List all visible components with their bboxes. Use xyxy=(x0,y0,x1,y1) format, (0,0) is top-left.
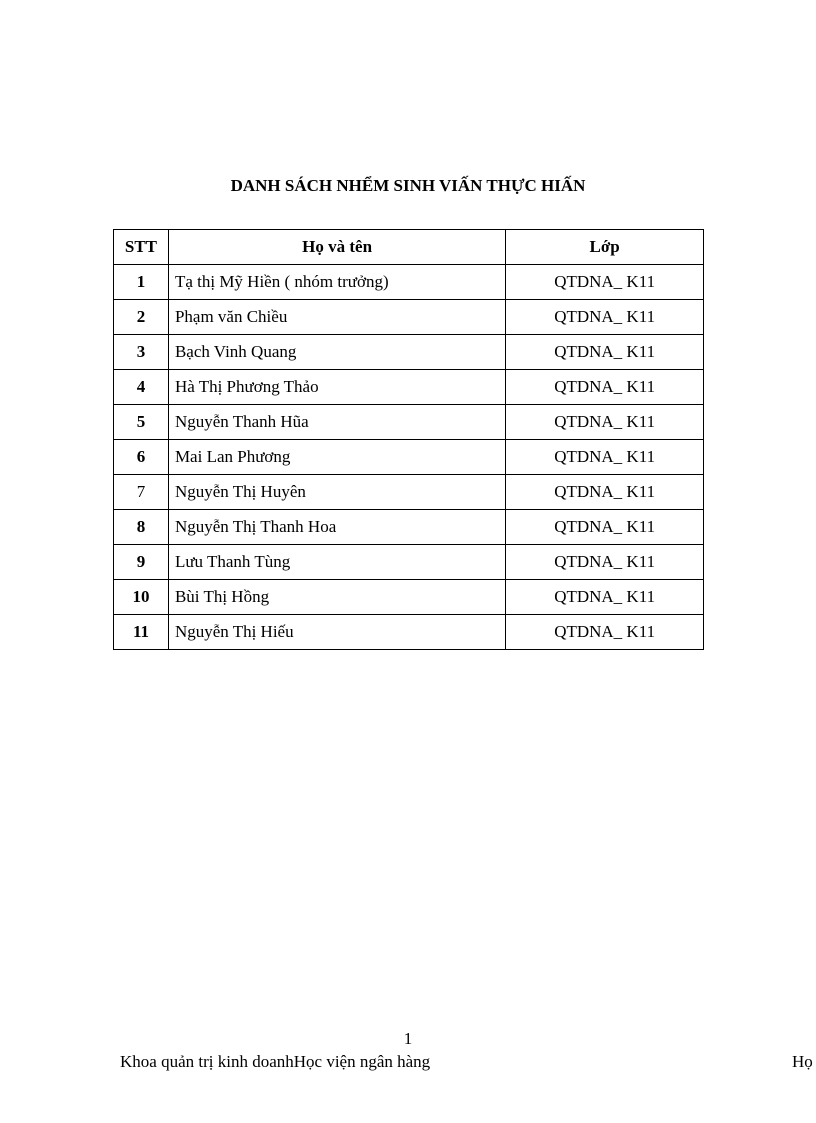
row-class: QTDNA_ K11 xyxy=(506,335,704,370)
row-stt: 1 xyxy=(114,265,169,300)
row-class: QTDNA_ K11 xyxy=(506,510,704,545)
row-class: QTDNA_ K11 xyxy=(506,580,704,615)
header-class: Lớp xyxy=(506,230,704,265)
table-header-row xyxy=(114,230,704,265)
row-class: QTDNA_ K11 xyxy=(506,440,704,475)
page-title: DANH SÁCH NHỂM SINH VIẤN THỰC HIẤN xyxy=(230,176,586,195)
header-name: Họ và tên xyxy=(168,230,505,265)
row-class: QTDNA_ K11 xyxy=(506,300,704,335)
row-class: QTDNA_ K11 xyxy=(506,265,704,300)
table-row xyxy=(114,510,704,545)
row-stt: 4 xyxy=(114,370,169,405)
row-name: Mai Lan Phương xyxy=(168,440,505,475)
row-stt: 10 xyxy=(114,580,169,615)
row-stt: 2 xyxy=(114,300,169,335)
table-row xyxy=(114,580,704,615)
table-body xyxy=(114,265,704,650)
row-name: Tạ thị Mỹ Hiền ( nhóm trưởng) xyxy=(168,265,505,300)
footer-right-text: Họ xyxy=(792,1052,813,1071)
table-row xyxy=(114,265,704,300)
row-stt: 8 xyxy=(114,510,169,545)
table-row xyxy=(114,545,704,580)
row-name: Bùi Thị Hồng xyxy=(168,580,505,615)
row-name: Nguyễn Thị Hiếu xyxy=(168,615,505,650)
row-name: Bạch Vinh Quang xyxy=(168,335,505,370)
row-name: Nguyễn Thanh Hũa xyxy=(168,405,505,440)
row-name: Nguyễn Thị Huyên xyxy=(168,475,505,510)
row-stt: 9 xyxy=(114,545,169,580)
page-number: 1 xyxy=(403,1029,413,1048)
table-row xyxy=(114,370,704,405)
row-class: QTDNA_ K11 xyxy=(506,615,704,650)
footer-left-text: Khoa quản trị kinh doanhHọc viện ngân hàng xyxy=(120,1052,431,1071)
row-stt: 6 xyxy=(114,440,169,475)
row-name: Lưu Thanh Tùng xyxy=(168,545,505,580)
table-row xyxy=(114,300,704,335)
row-stt: 5 xyxy=(114,405,169,440)
table-row xyxy=(114,475,704,510)
table-row xyxy=(114,440,704,475)
row-stt: 7 xyxy=(114,475,169,510)
row-stt: 11 xyxy=(114,615,169,650)
row-name: Phạm văn Chiều xyxy=(168,300,505,335)
student-table xyxy=(113,229,704,650)
row-name: Nguyễn Thị Thanh Hoa xyxy=(168,510,505,545)
row-stt: 3 xyxy=(114,335,169,370)
row-class: QTDNA_ K11 xyxy=(506,370,704,405)
row-class: QTDNA_ K11 xyxy=(506,545,704,580)
header-stt: STT xyxy=(114,230,169,265)
table-row xyxy=(114,335,704,370)
row-class: QTDNA_ K11 xyxy=(506,475,704,510)
table-row xyxy=(114,615,704,650)
table-row xyxy=(114,405,704,440)
row-class: QTDNA_ K11 xyxy=(506,405,704,440)
row-name: Hà Thị Phương Thảo xyxy=(168,370,505,405)
